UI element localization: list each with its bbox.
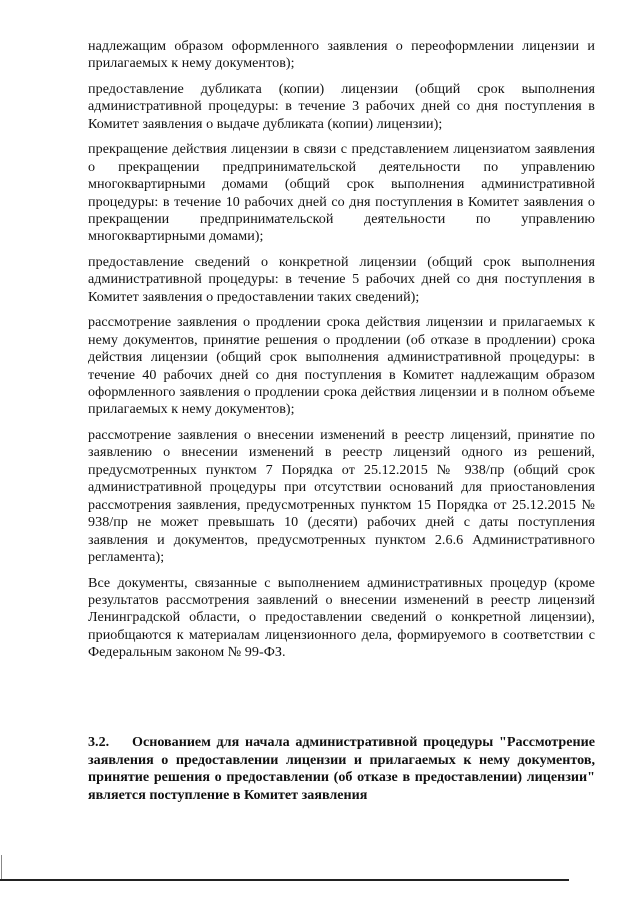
scan-edge-line (1, 855, 2, 879)
paragraph-duplicate: предоставление дубликата (копии) лицензии (общий срок выполнения административной процедуры: в течение 3 рабочих дней со дня поступления в Комитет заявления о выдаче дубликата (копии) лицензии); (88, 81, 595, 132)
paragraph-license-file: Все документы, связанные с выполнением административных процедур (кроме результатов рассмотрения заявлений о внесении изменений в реестр лицензий Ленинградской области, о предоставлении сведений о конкретной лицензии), приобщаются к материалам лицензионного дела, формируемого в соответствии с Федеральным законом № 99-ФЗ. (88, 574, 595, 661)
section-text: Основанием для начала административной процедуры "Рассмотрение заявления о предоставлении лицензии и прилагаемых к нему документов, принятие решения о предоставлении (об отказе в предоставлении) лицензии" является поступление в Комитет заявления (88, 734, 595, 803)
document-body (88, 38, 595, 670)
paragraph-termination: прекращение действия лицензии в связи с представлением лицензиатом заявления о прекращении предпринимательской деятельности по управлению многоквартирными домами (общий срок выполнения административной процедуры: в течение 10 рабочих дней со дня поступления в Комитет заявления о прекращении предпринимательской деятельности по управлению многоквартирными домами); (88, 141, 595, 245)
paragraph-info-request: предоставление сведений о конкретной лицензии (общий срок выполнения административной процедуры: в течение 5 рабочих дней со дня поступления в Комитет заявления о предоставлении таких сведений); (88, 254, 595, 305)
paragraph-registry-changes: рассмотрение заявления о внесении изменений в реестр лицензий, принятие по заявлению о внесении изменений в реестр лицензий одного из решений, предусмотренных пунктом 7 Порядка от 25.12.2015 № 938/пр (общий срок административной процедуры при отсутствии оснований для приостановления рассмотрения заявления, предусмотренных пунктом 15 Порядка от 25.12.2015 № 938/пр не может превышать 10 (десяти) рабочих дней с даты поступления заявления и документов, предусмотренных пунктом 2.6.6 Административного регламента); (88, 427, 595, 565)
paragraph-extension: рассмотрение заявления о продлении срока действия лицензии и прилагаемых к нему документов, принятие решения о продлении (об отказе в продлении) срока действия лицензии (общий срок выполнения административной процедуры: в течение 40 рабочих дней со дня поступления в Комитет надлежащим образом оформленного заявления о продлении срока действия лицензии и в полном объеме прилагаемых к нему документов); (88, 314, 595, 418)
paragraph-reissue-end: надлежащим образом оформленного заявления о переоформлении лицензии и прилагаемых к нему документов); (88, 38, 595, 72)
section-number: 3.2. (88, 734, 110, 750)
bottom-rule (0, 879, 569, 881)
section-3-2 (88, 734, 595, 804)
